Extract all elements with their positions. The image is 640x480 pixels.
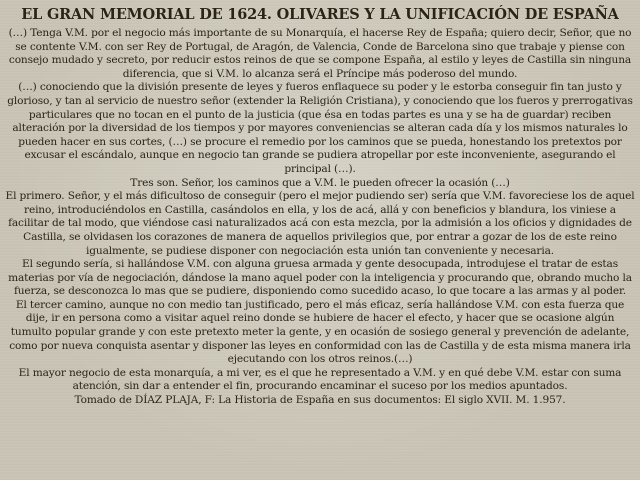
paragraph-division: (…) conociendo que la división presente de leyes y fueros enflaquece su poder y le estorba conseguir fin tan justo y glorioso, y tan al servicio de nuestro señor (extender la Religión Cristiana), y conociendo que los fueros y prerrogativas particulares que no tocan en el punto de la justicia (que ésa en todas partes es una y se ha de guardar) reciben alteración por la diversidad de los tiempos y por mayores conveniencias se alteran cada día y los mismos naturales lo pueden hacer en sus cortes, (…) se procure el remedio por los caminos que se pueda, honestando los pretextos por excusar el escándalo, aunque en negocio tan grande se pudiera atropellar por este inconveniente, asegurando el principal (…). <box>7 81 633 175</box>
paragraph-conclusion: El mayor negocio de esta monarquía, a mi ver, es el que he representado a V.M. y en qué debe V.M. estar con suma atención, sin dar a entender el fin, procurando encaminar el suceso por los medios apuntados. <box>18 366 622 393</box>
paragraph-three-ways: Tres son. Señor, los caminos que a V.M. le pueden ofrecer la ocasión (…) <box>130 176 510 189</box>
paragraph-third-way: El tercer camino, aunque no con medio tan justificado, pero el más eficaz, sería hallándose V.M. con esta fuerza que dije, ir en persona como a visitar aquel reino donde se hubiere de hacer el efecto, y hacer que se ocasione algún tumulto popular grande y con este pretexto meter la gente, y en ocasión de sosiego general y prevención de adelante, como por nueva conquista asentar y disponer las leyes en conformidad con las de Castilla y de esta misma manera irla ejecutando con los otros reinos.(…) <box>9 298 631 366</box>
paragraph-intro: (…) Tenga V.M. por el negocio más importante de su Monarquía, el hacerse Rey de España; quiero decir, Señor, que no se contente V.M. con ser Rey de Portugal, de Aragón, de Valencia, Conde de Barcelona sino que trabaje y piense con consejo mudado y secreto, por reducir estos reinos de que se compone España, al estilo y leyes de Castilla sin ninguna diferencia, que si V.M. lo alcanza será el Príncipe más poderoso del mundo. <box>8 27 632 80</box>
paragraph-second-way: El segundo sería, si hallándose V.M. con alguna gruesa armada y gente desocupada, introdujese el tratar de estas materias por vía de negociación, dándose la mano aquel poder con la inteligencia y procurando que, obrando mucho la fuerza, se desconozca lo mas que se pudiere, disponiendo como sucedido acaso, lo que tocare a las armas y al poder. <box>8 258 632 298</box>
paragraph-source-citation: Tomado de DÍAZ PLAJA, F: La Historia de España en sus documentos: El siglo XVII. M. 1.957. <box>74 394 566 407</box>
paragraph-first-way: El primero. Señor, y el más dificultoso de conseguir (pero el mejor pudiendo ser) sería que V.M. favoreciese los de aquel reino, introduciéndolos en Castilla, casándolos en ella, y los de acá, allá y con beneficios y blandura, los viniese a facilitar de tal modo, que viéndose casi naturalizados acá con esta mezcla, por la admisión a los oficios y dignidades de Castilla, se olvidasen los corazones de manera de aquellos privilegios que, por entrar a gozar de los de este reino igualmente, se pudiese disponer con negociación esta unión tan conveniente y necesaria. <box>5 190 635 257</box>
document-title: EL GRAN MEMORIAL DE 1624. OLIVARES Y LA UNIFICACIÓN DE ESPAÑA <box>21 6 619 23</box>
